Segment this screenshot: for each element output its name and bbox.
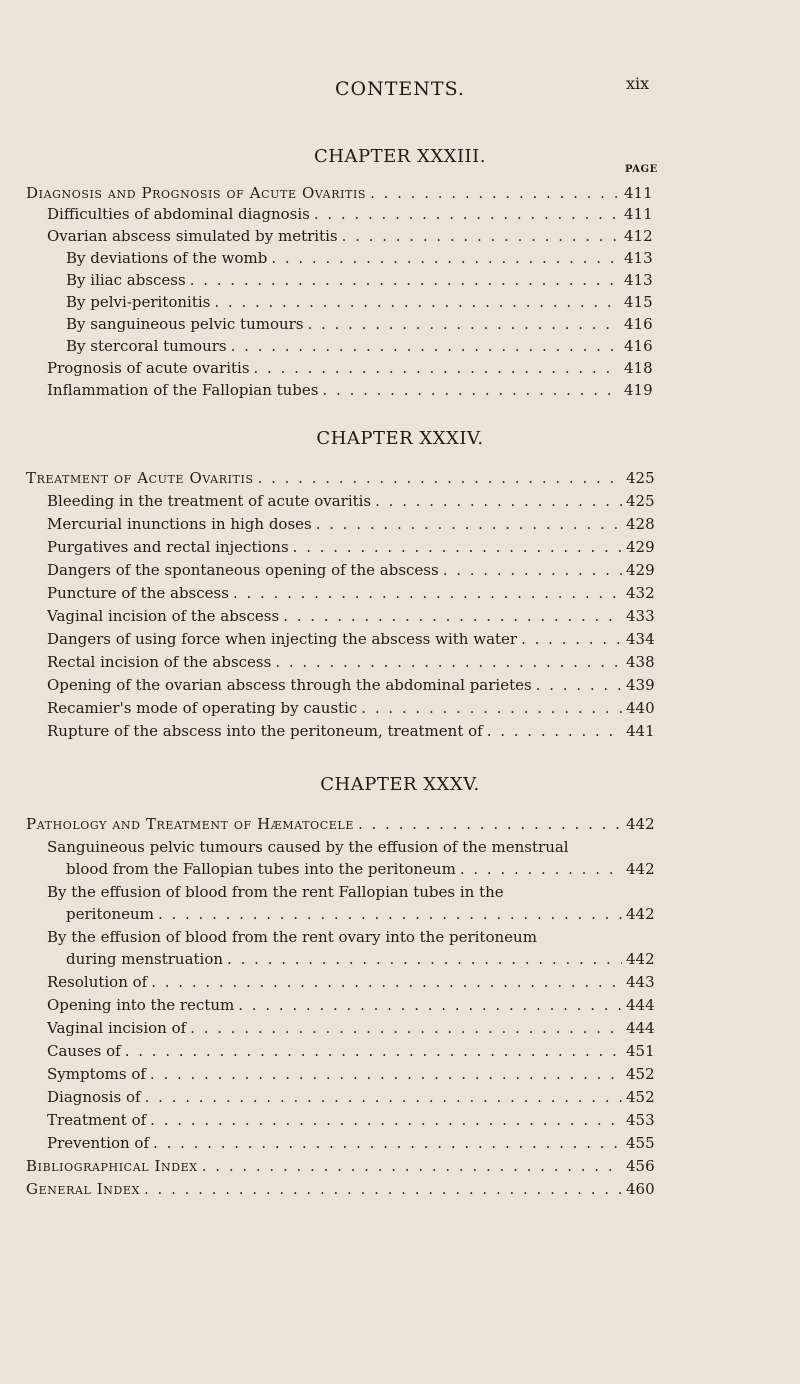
- toc-entry: By stercoral tumours . . . 416: [66, 336, 654, 356]
- toc-entry: By sanguineous pelvic tumours . . . 416: [66, 314, 654, 334]
- toc-entry: Dangers of using force when injecting the abscess with water . . . 434: [47, 629, 656, 649]
- chapter-title: CHAPTER XXXIII.: [314, 146, 486, 167]
- toc-entry: Causes of . . . 451: [47, 1041, 656, 1061]
- toc-entry: By deviations of the womb . . . 413: [66, 248, 654, 268]
- toc-entry: Mercurial inunctions in high doses . . . 428: [47, 514, 656, 534]
- toc-entry: Diagnosis and Prognosis of Acute Ovaritis . . . 411: [26, 183, 654, 203]
- toc-entry: Pathology and Treatment of Hæmatocele . . . 442: [26, 814, 656, 834]
- toc-entry: Dangers of the spontaneous opening of the abscess . . . 429: [47, 560, 656, 580]
- toc-entry: Treatment of Acute Ovaritis . . . 425: [26, 468, 656, 488]
- toc-entry-first-line: By the effusion of blood from the rent ovary into the peritoneum: [47, 928, 537, 946]
- toc-entry: Vaginal incision of . . . 444: [47, 1018, 656, 1038]
- toc-entry: Vaginal incision of the abscess . . . 433: [47, 606, 656, 626]
- toc-entry: Difficulties of abdominal diagnosis . . . 411: [47, 204, 654, 224]
- page-column-label: PAGE: [625, 164, 658, 175]
- toc-entry: Purgatives and rectal injections . . . 429: [47, 537, 656, 557]
- toc-entry: Puncture of the abscess . . . 432: [47, 583, 656, 603]
- chapter-title: CHAPTER XXXIV.: [316, 428, 484, 449]
- toc-entry: Prognosis of acute ovaritis . . . 418: [47, 358, 654, 378]
- toc-entry: Inflammation of the Fallopian tubes . . . 419: [47, 380, 654, 400]
- toc-entry: By pelvi-peritonitis . . . 415: [66, 292, 654, 312]
- toc-entry: Ovarian abscess simulated by metritis . . . 412: [47, 226, 654, 246]
- page-number: xix: [626, 74, 650, 93]
- toc-entry: during menstruation . . . 442: [66, 949, 656, 969]
- toc-entry: Opening of the ovarian abscess through the abdominal parietes . . . 439: [47, 675, 656, 695]
- toc-entry-first-line: By the effusion of blood from the rent Fallopian tubes in the: [47, 883, 504, 901]
- toc-entry: By iliac abscess . . . 413: [66, 270, 654, 290]
- toc-entry: Resolution of . . . 443: [47, 972, 656, 992]
- toc-entry: Symptoms of . . . 452: [47, 1064, 656, 1084]
- toc-entry: Rupture of the abscess into the peritoneum, treatment of . . . 441: [47, 721, 656, 741]
- toc-entry: Treatment of . . . 453: [47, 1110, 656, 1130]
- toc-entry: Bibliographical Index . . . 456: [26, 1156, 656, 1176]
- toc-entry: Diagnosis of . . . 452: [47, 1087, 656, 1107]
- toc-entry: General Index . . . 460: [26, 1179, 656, 1199]
- toc-entry: Opening into the rectum . . . 444: [47, 995, 656, 1015]
- toc-entry: blood from the Fallopian tubes into the peritoneum . . . 442: [66, 859, 656, 879]
- toc-entry: Rectal incision of the abscess . . . 438: [47, 652, 656, 672]
- toc-entry: Prevention of . . . 455: [47, 1133, 656, 1153]
- running-head: CONTENTS.: [335, 78, 465, 100]
- toc-entry: Recamier's mode of operating by caustic . . . 440: [47, 698, 656, 718]
- toc-entry: Bleeding in the treatment of acute ovaritis . . . 425: [47, 491, 656, 511]
- toc-entry: peritoneum . . . 442: [66, 904, 656, 924]
- chapter-title: CHAPTER XXXV.: [320, 774, 480, 795]
- toc-entry-first-line: Sanguineous pelvic tumours caused by the effusion of the menstrual: [47, 838, 569, 856]
